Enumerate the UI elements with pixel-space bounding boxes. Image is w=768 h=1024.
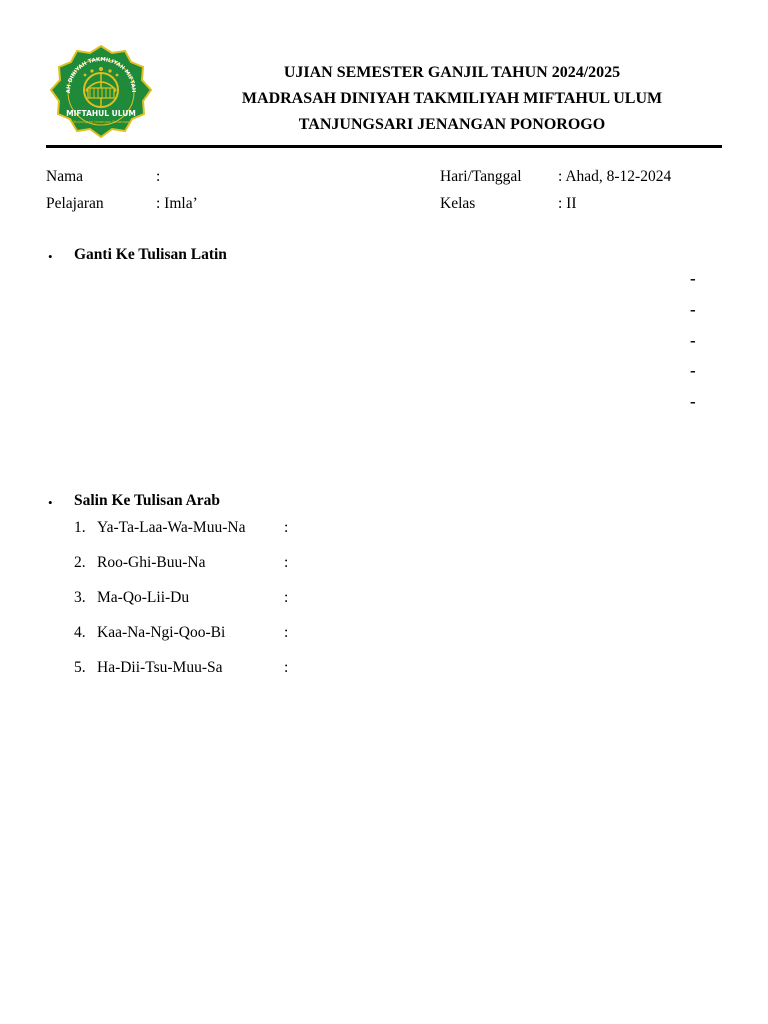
item-colon: :	[284, 624, 289, 641]
item-text: Ya-Ta-Laa-Wa-Muu-Na	[97, 519, 246, 536]
hari-label: Hari/Tanggal	[440, 168, 522, 185]
item-number: 5.	[74, 659, 86, 676]
item-text: Ha-Dii-Tsu-Muu-Sa	[97, 659, 223, 676]
pelajaran-label: Pelajaran	[46, 195, 104, 212]
item-number: 4.	[74, 624, 86, 641]
logo-motto: Tanjungsari Jenangan Ponorogo	[72, 120, 130, 124]
item-colon: :	[284, 659, 289, 676]
item-colon: :	[284, 589, 289, 606]
item-text: Kaa-Na-Ngi-Qoo-Bi	[97, 624, 226, 641]
answer-dash: -	[690, 392, 696, 411]
answer-dash: -	[690, 331, 696, 350]
nama-label: Nama	[46, 168, 84, 185]
header-divider	[46, 145, 722, 148]
item-number: 3.	[74, 589, 86, 606]
item-text: Ma-Qo-Lii-Du	[97, 589, 190, 606]
pelajaran-value: : Imla’	[156, 195, 198, 212]
header-line-2: MADRASAH DINIYAH TAKMILIYAH MIFTAHUL ULUM	[241, 90, 663, 107]
document-header	[180, 60, 724, 138]
section1-title: Ganti Ke Tulisan Latin	[74, 246, 227, 263]
answer-dash: -	[690, 361, 696, 380]
logo-name: MIFTAHUL ULUM	[66, 109, 136, 118]
logo-arc-text: AH DINIYAH TAKMILIYAH MIFTAH	[65, 56, 137, 94]
hari-value: : Ahad, 8-12-2024	[558, 168, 672, 185]
section2-bullet: •	[48, 495, 53, 510]
section1-bullet: •	[48, 249, 53, 264]
header-line-3: TANJUNGSARI JENANGAN PONOROGO	[298, 116, 606, 133]
item-colon: :	[284, 554, 289, 571]
item-number: 2.	[74, 554, 86, 571]
item-colon: :	[284, 519, 289, 536]
header-line-1: UJIAN SEMESTER GANJIL TAHUN 2024/2025	[283, 64, 621, 81]
item-number: 1.	[74, 519, 86, 536]
answer-dash: -	[690, 269, 696, 288]
school-logo	[46, 44, 156, 140]
section2-title: Salin Ke Tulisan Arab	[74, 492, 221, 509]
kelas-value: : II	[558, 195, 577, 212]
item-text: Roo-Ghi-Buu-Na	[97, 554, 206, 571]
kelas-label: Kelas	[440, 195, 476, 212]
answer-dash: -	[690, 300, 696, 319]
nama-value: :	[156, 168, 161, 185]
